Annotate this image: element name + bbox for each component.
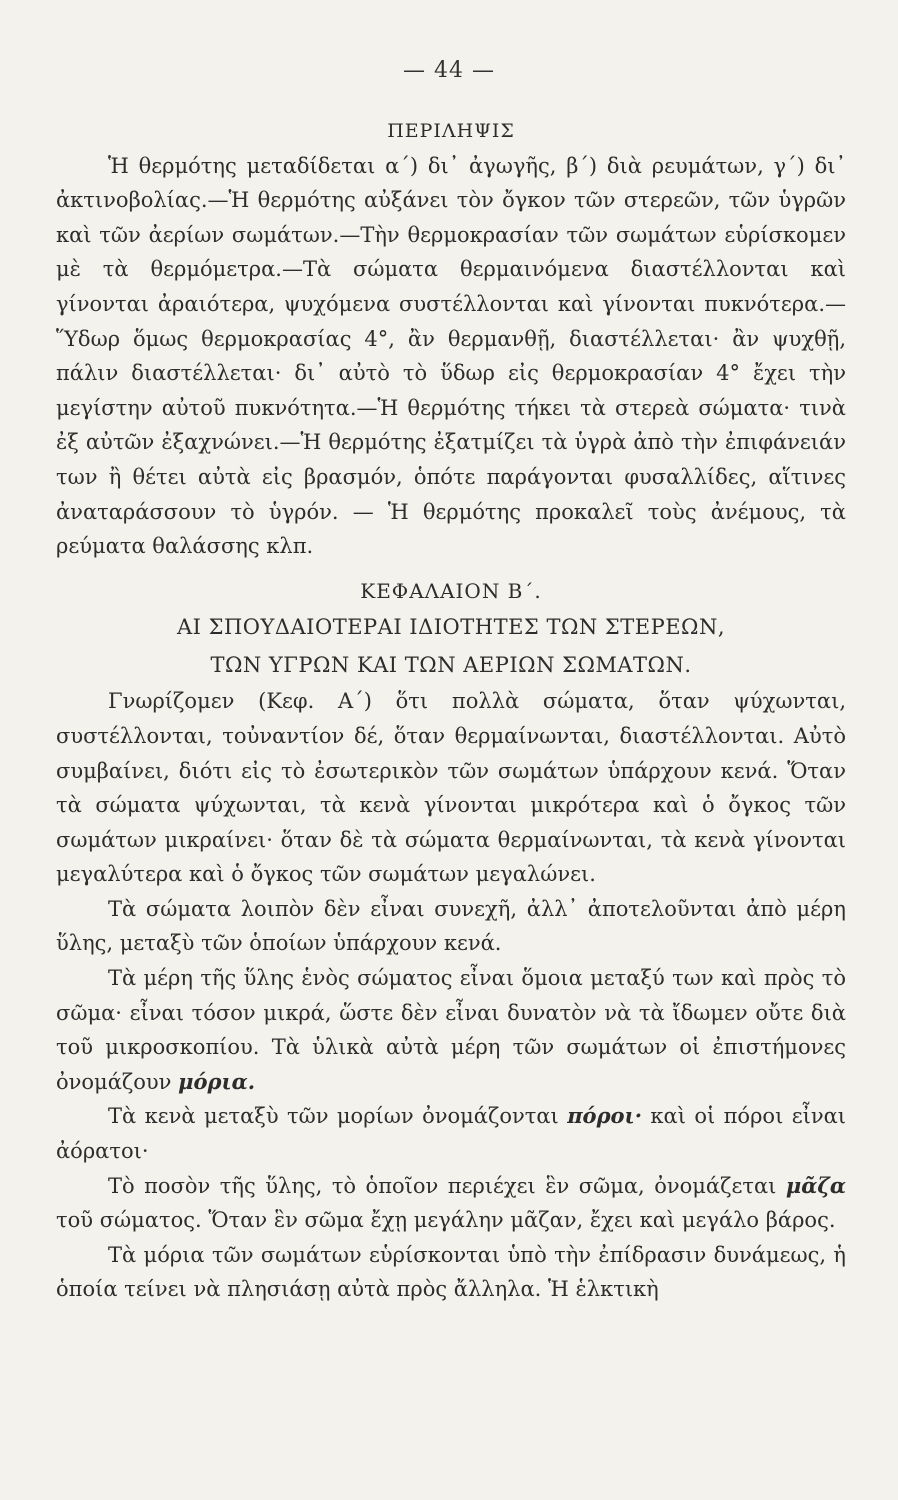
chapter-title-line-2: ΤΩΝ ΥΓΡΩΝ ΚΑΙ ΤΩΝ ΑΕΡΙΩΝ ΣΩΜΑΤΩΝ. — [210, 653, 692, 678]
paragraph-3-text: Τὰ μέρη τῆς ὕλης ἑνὸς σώματος εἶναι ὅμοια μεταξύ των καὶ πρὸς τὸ σῶμα· εἶναι τόσον μικρά, ὥστε δὲν εἶναι δυνατὸν νὰ τὰ ἴδωμεν οὔτε διὰ τοῦ μικροσκοπίου. Τὰ ὑλικὰ αὐτὰ μέρη τῶν σωμάτων οἱ ἐπιστήμονες ὀνομάζουν — [56, 966, 846, 1094]
paragraph-1: Γνωρίζομεν (Κεφ. Α΄) ὅτι πολλὰ σώματα, ὅταν ψύχωνται, συστέλλονται, τοὐναντίον δέ, ὅταν θερμαίνωνται, διαστέλλονται. Αὐτὸ συμβαίνει, διότι εἰς τὸ ἐσωτερικὸν τῶν σωμάτων ὑπάρχουν κενά. Ὅταν τὰ σώματα ψύχωνται, τὰ κενὰ γίνονται μικρότερα καὶ ὁ ὄγκος τῶν σωμάτων μικραίνει· ὅταν δὲ τὰ σώματα θερμαίνωνται, τὰ κενὰ γίνονται μεγαλύτερα καὶ ὁ ὄγκος τῶν σωμάτων μεγαλώνει. — [56, 689, 846, 887]
paragraph-5-text: Τὸ ποσὸν τῆς ὕλης, τὸ ὁποῖον περιέχει ἓν σῶμα, ὀνομάζεται — [108, 1173, 786, 1198]
paragraph-2: Τὰ σώματα λοιπὸν δὲν εἶναι συνεχῆ, ἀλλ᾿ ἀποτελοῦνται ἀπὸ μέρη ὕλης, μεταξὺ τῶν ὁποίων ὑπάρχουν κενά. — [56, 896, 846, 956]
chapter-title-line-1: ΑΙ ΣΠΟΥΔΑΙΟΤΕΡΑΙ ΙΔΙΟΤΗΤΕΣ ΤΩΝ ΣΤΕΡΕΩΝ, — [176, 615, 726, 640]
chapter-label: ΚΕΦΑΛΑΙΟΝ Β΄. — [360, 578, 542, 603]
summary-heading: ΠΕΡΙΛΗΨΙΣ — [387, 120, 515, 142]
paragraph-5-rest: τοῦ σώματος. Ὅταν ἓν σῶμα ἔχῃ μεγάλην μᾶζαν, ἔχει καὶ μεγάλο βάρος. — [56, 1208, 836, 1233]
paragraph-4 — [56, 1099, 846, 1168]
page-body — [56, 112, 846, 1307]
paragraph-5 — [56, 1169, 846, 1238]
term-moria: μόρια. — [178, 1068, 256, 1094]
page-number: — 44 — — [403, 58, 495, 83]
paragraph-6: Τὰ μόρια τῶν σωμάτων εὑρίσκονται ὑπὸ τὴν ἐπίδρασιν δυνάμεως, ἡ ὁποία τείνει νὰ πλησιάσῃ αὐτὰ πρὸς ἄλληλα. Ἡ ἑλκτικὴ — [56, 1242, 846, 1302]
paragraph-4-text: Τὰ κενὰ μεταξὺ τῶν μορίων ὀνομάζονται — [108, 1104, 568, 1129]
term-poroi: πόροι· — [567, 1103, 643, 1129]
paragraph-3 — [56, 961, 846, 1099]
paragraph-4-rest: καὶ οἱ πόροι εἶναι ἀόρατοι· — [56, 1104, 846, 1164]
summary-paragraph: Ἡ θερμότης μεταδίδεται α΄) δι᾿ ἀγωγῆς, β΄) διὰ ρευμάτων, γ΄) δι᾿ ἀκτινοβολίας.—Ἡ θερμότης αὐξάνει τὸν ὄγκον τῶν στερεῶν, τῶν ὑγρῶν καὶ τῶν ἀερίων σωμάτων.—Τὴν θερμοκρασίαν τῶν σωμάτων εὑρίσκομεν μὲ τὰ θερμόμετρα.—Τὰ σώματα θερμαινόμενα διαστέλλονται καὶ γίνονται ἀραιότερα, ψυχόμενα συστέλλονται καὶ γίνονται πυκνότερα.—Ὕδωρ ὅμως θερμοκρασίας 4°, ἂν θερμανθῇ, διαστέλλεται· ἂν ψυχθῇ, πάλιν διαστέλλεται· δι᾿ αὐτὸ τὸ ὕδωρ εἰς θερμοκρασίαν 4° ἔχει τὴν μεγίστην αὐτοῦ πυκνότητα.—Ἡ θερμότης τήκει τὰ στερεὰ σώματα· τινὰ ἐξ αὐτῶν ἐξαχνώνει.—Ἡ θερμότης ἐξατμίζει τὰ ὑγρὰ ἀπὸ τὴν ἐπιφάνειάν των ἢ θέτει αὐτὰ εἰς βρασμόν, ὁπότε παράγονται φυσαλλίδες, αἵτινες ἀναταράσσουν τὸ ὑγρόν. — Ἡ θερμότης προκαλεῖ τοὺς ἀνέμους, τὰ ρεύματα θαλάσσης κλπ. — [56, 153, 846, 559]
term-maza: μᾶζα — [785, 1172, 846, 1198]
